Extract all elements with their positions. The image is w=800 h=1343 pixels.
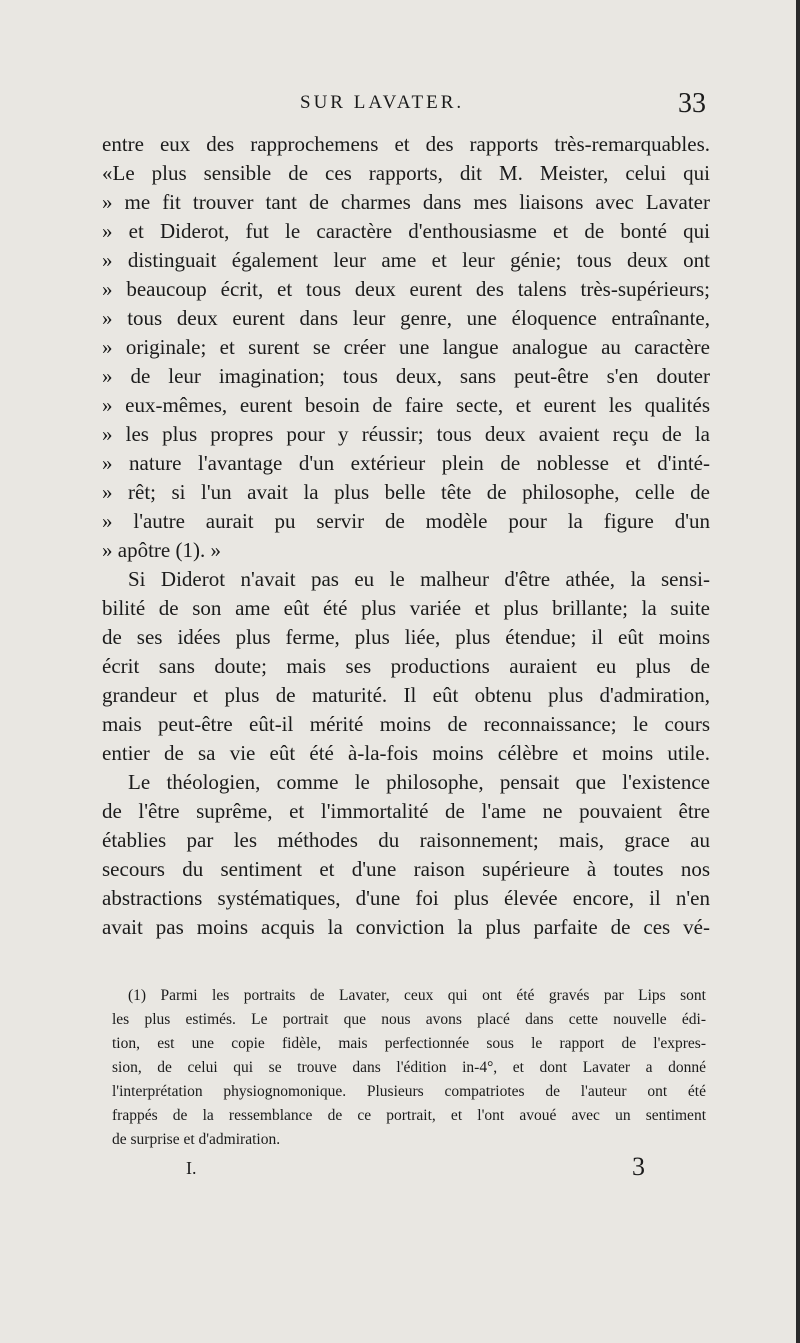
text-line: grandeur et plus de maturité. Il eût obtenu plus d'admiration, bbox=[102, 683, 710, 707]
text-line: entier de sa vie eût été à-la-fois moins célèbre et moins utile. bbox=[102, 741, 710, 765]
running-head bbox=[102, 88, 706, 122]
text-line: Si Diderot n'avait pas eu le malheur d'être athée, la sensi- bbox=[128, 567, 710, 591]
text-line: » me fit trouver tant de charmes dans mes liaisons avec Lavater bbox=[102, 190, 710, 214]
text-line: » tous deux eurent dans leur genre, une éloquence entraînante, bbox=[102, 306, 710, 330]
text-line: » et Diderot, fut le caractère d'enthousiasme et de bonté qui bbox=[102, 219, 710, 243]
text-line: bilité de son ame eût été plus variée et plus brillante; la suite bbox=[102, 596, 710, 620]
signature-mark: I. bbox=[186, 1158, 197, 1178]
text-line: secours du sentiment et d'une raison supérieure à toutes nos bbox=[102, 857, 710, 881]
page-number: 33 bbox=[678, 88, 706, 119]
footnote-line: de surprise et d'admiration. bbox=[112, 1131, 281, 1148]
text-line: » l'autre aurait pu servir de modèle pour la figure d'un bbox=[102, 509, 710, 533]
footnote-line: (1) Parmi les portraits de Lavater, ceux qui ont été gravés par Lips sont bbox=[128, 987, 706, 1004]
text-line: » nature l'avantage d'un extérieur plein de noblesse et d'inté- bbox=[102, 451, 710, 475]
footnote-line: tion, est une copie fidèle, mais perfectionnée sous le rapport de l'expres- bbox=[112, 1035, 706, 1052]
main-text bbox=[102, 130, 710, 942]
text-line: » de leur imagination; tous deux, sans peut-être s'en douter bbox=[102, 364, 710, 388]
footnote-line: les plus estimés. Le portrait que nous avons placé dans cette nouvelle édi- bbox=[112, 1011, 706, 1028]
text-line: écrit sans doute; mais ses productions auraient eu plus de bbox=[102, 654, 710, 678]
text-line: » apôtre (1). » bbox=[102, 538, 221, 562]
footnote-line: l'interprétation physiognomonique. Plusieurs compatriotes de l'auteur ont été bbox=[112, 1083, 706, 1100]
text-line: Le théologien, comme le philosophe, pensait que l'existence bbox=[128, 770, 710, 794]
text-line: » rêt; si l'un avait la plus belle tête de philosophe, celle de bbox=[102, 480, 710, 504]
footnote bbox=[112, 984, 706, 1152]
text-line: » les plus propres pour y réussir; tous deux avaient reçu de la bbox=[102, 422, 710, 446]
text-line: » beaucoup écrit, et tous deux eurent des talens très-supérieurs; bbox=[102, 277, 710, 301]
text-line: entre eux des rapprochemens et des rapports très-remarquables. bbox=[102, 132, 710, 156]
text-line: de l'être suprême, et l'immortalité de l'ame ne pouvaient être bbox=[102, 799, 710, 823]
footnote-line: sion, de celui qui se trouve dans l'édition in-4°, et dont Lavater a donné bbox=[112, 1059, 706, 1076]
text-line: » originale; et surent se créer une langue analogue au caractère bbox=[102, 335, 710, 359]
text-line: «Le plus sensible de ces rapports, dit M. Meister, celui qui bbox=[102, 161, 710, 185]
text-line: établies par les méthodes du raisonnement; mais, grace au bbox=[102, 828, 710, 852]
text-line: avait pas moins acquis la conviction la plus parfaite de ces vé- bbox=[102, 915, 710, 939]
footnote-line: frappés de la ressemblance de ce portrait, et l'ont avoué avec un sentiment bbox=[112, 1107, 706, 1124]
text-line: » eux-mêmes, eurent besoin de faire secte, et eurent les qualités bbox=[102, 393, 710, 417]
text-line: de ses idées plus ferme, plus liée, plus étendue; il eût moins bbox=[102, 625, 710, 649]
running-title: SUR LAVATER. bbox=[300, 92, 465, 113]
text-line: » distinguait également leur ame et leur génie; tous deux ont bbox=[102, 248, 710, 272]
signature-number: 3 bbox=[632, 1152, 645, 1181]
text-line: mais peut-être eût-il mérité moins de reconnaissance; le cours bbox=[102, 712, 710, 736]
text-line: abstractions systématiques, d'une foi plus élevée encore, il n'en bbox=[102, 886, 710, 910]
